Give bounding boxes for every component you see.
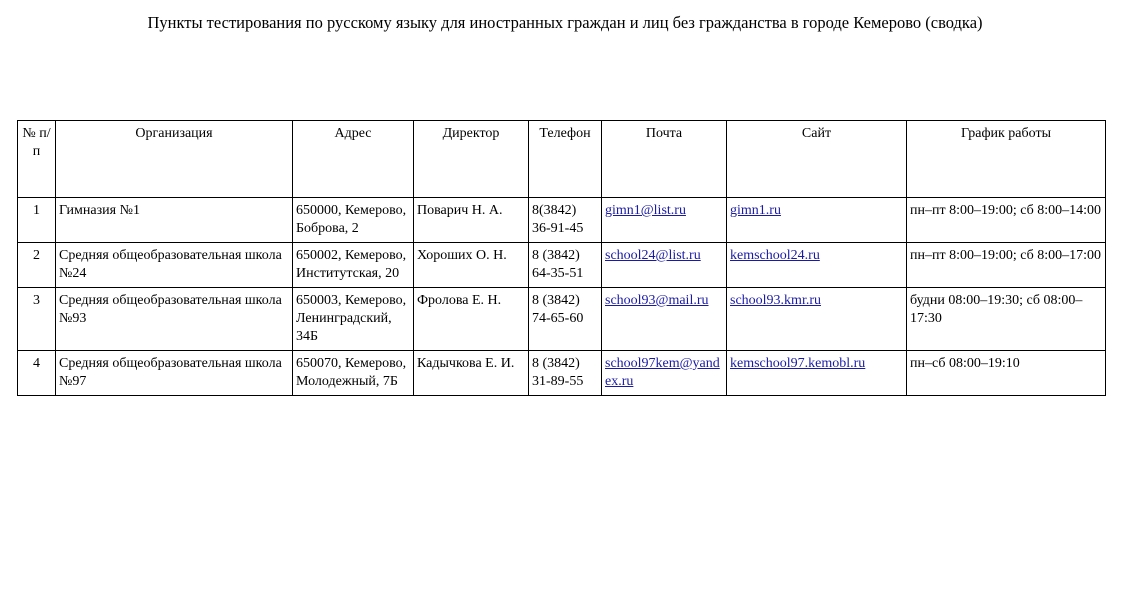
cell-address: 650003, Кемерово, Ленинградский, 34Б bbox=[293, 288, 414, 351]
document-title: Пункты тестирования по русскому языку для иностранных граждан и лиц без гражданства в городе Кемерово (сводка) bbox=[147, 13, 983, 32]
col-schedule: График работы bbox=[907, 121, 1106, 198]
cell-num: 3 bbox=[18, 288, 56, 351]
cell-schedule: пн–пт 8:00–19:00; сб 8:00–17:00 bbox=[907, 243, 1106, 288]
cell-director: Хороших О. Н. bbox=[414, 243, 529, 288]
cell-phone: 8 (3842) 31-89-55 bbox=[529, 351, 602, 396]
cell-email[interactable]: school24@list.ru bbox=[602, 243, 727, 288]
cell-director: Фролова Е. Н. bbox=[414, 288, 529, 351]
cell-org: Средняя общеобразовательная школа №24 bbox=[56, 243, 293, 288]
cell-phone: 8 (3842) 64-35-51 bbox=[529, 243, 602, 288]
cell-director: Кадычкова Е. И. bbox=[414, 351, 529, 396]
cell-address: 650002, Кемерово, Институтская, 20 bbox=[293, 243, 414, 288]
cell-site[interactable]: school93.kmr.ru bbox=[727, 288, 907, 351]
cell-site[interactable]: kemschool97.kemobl.ru bbox=[727, 351, 907, 396]
cell-address: 650070, Кемерово, Молодежный, 7Б bbox=[293, 351, 414, 396]
table-row bbox=[18, 243, 1106, 288]
cell-org: Гимназия №1 bbox=[56, 198, 293, 243]
cell-schedule: пн–пт 8:00–19:00; сб 8:00–14:00 bbox=[907, 198, 1106, 243]
col-number: № п/п bbox=[18, 121, 56, 198]
col-org: Организация bbox=[56, 121, 293, 198]
col-email: Почта bbox=[602, 121, 727, 198]
cell-num: 1 bbox=[18, 198, 56, 243]
test-centers-table bbox=[17, 120, 1106, 396]
cell-schedule: пн–сб 08:00–19:10 bbox=[907, 351, 1106, 396]
table-header-row bbox=[18, 121, 1106, 198]
table-row bbox=[18, 351, 1106, 396]
col-phone: Телефон bbox=[529, 121, 602, 198]
cell-schedule: будни 08:00–19:30; сб 08:00–17:30 bbox=[907, 288, 1106, 351]
cell-email[interactable]: school97kem@yandex.ru bbox=[602, 351, 727, 396]
cell-num: 4 bbox=[18, 351, 56, 396]
cell-email[interactable]: gimn1@list.ru bbox=[602, 198, 727, 243]
cell-phone: 8 (3842) 74-65-60 bbox=[529, 288, 602, 351]
cell-director: Поварич Н. А. bbox=[414, 198, 529, 243]
cell-org: Средняя общеобразовательная школа №93 bbox=[56, 288, 293, 351]
cell-org: Средняя общеобразовательная школа №97 bbox=[56, 351, 293, 396]
table-row bbox=[18, 198, 1106, 243]
cell-site[interactable]: gimn1.ru bbox=[727, 198, 907, 243]
col-director: Директор bbox=[414, 121, 529, 198]
col-address: Адрес bbox=[293, 121, 414, 198]
cell-site[interactable]: kemschool24.ru bbox=[727, 243, 907, 288]
col-site: Сайт bbox=[727, 121, 907, 198]
cell-num: 2 bbox=[18, 243, 56, 288]
table-row bbox=[18, 288, 1106, 351]
cell-phone: 8(3842) 36-91-45 bbox=[529, 198, 602, 243]
cell-address: 650000, Кемерово, Боброва, 2 bbox=[293, 198, 414, 243]
cell-email[interactable]: school93@mail.ru bbox=[602, 288, 727, 351]
